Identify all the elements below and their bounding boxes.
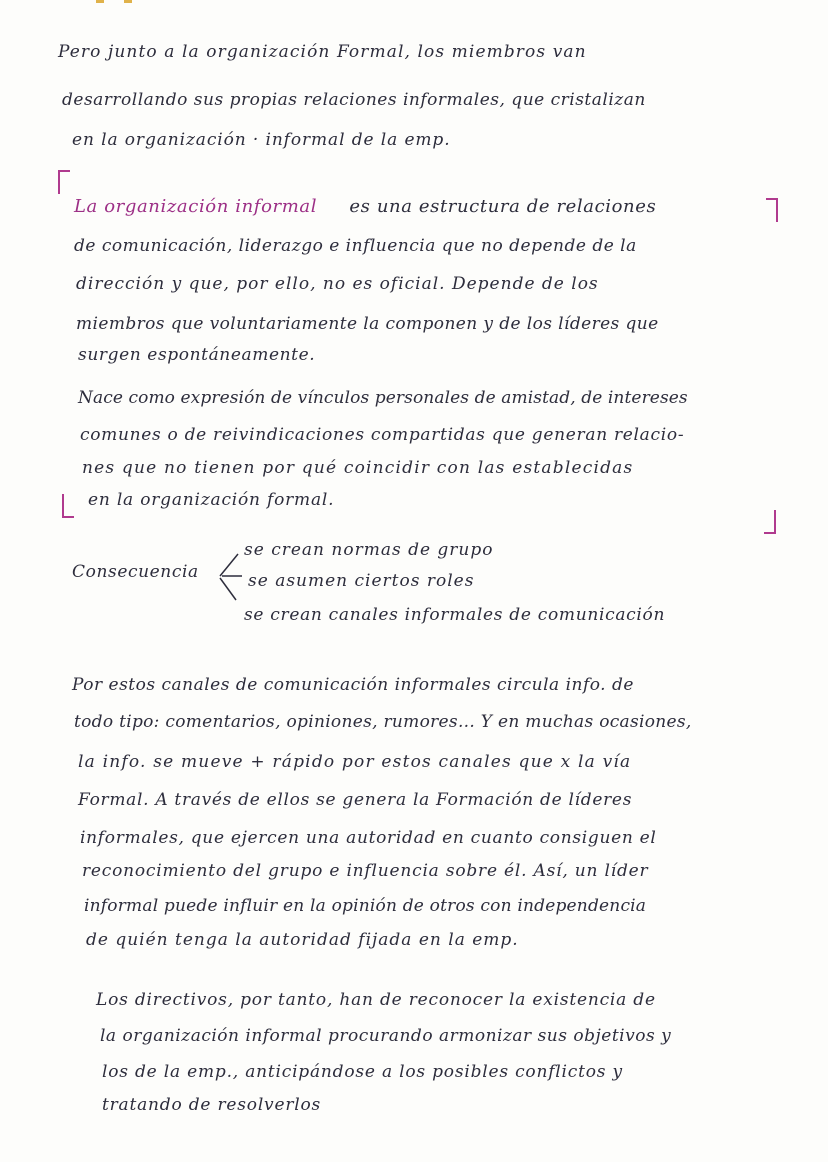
directors-line: tratando de resolverlos — [102, 1095, 322, 1115]
channels-line: la info. se mueve + rápido por estos canales que x la vía — [78, 752, 632, 772]
bracket-bottom-right — [764, 510, 776, 534]
bracket-top-left — [58, 170, 70, 194]
origin-line: en la organización formal. — [88, 490, 335, 510]
channels-line: informal puede influir en la opinión de otros con independencia — [84, 896, 647, 916]
top-edge-mark — [124, 0, 132, 3]
consequence-label: Consecuencia — [72, 562, 199, 582]
channels-line: informales, que ejercen una autoridad en cuanto consiguen el — [80, 828, 657, 848]
consequence-item: se crean normas de grupo — [244, 540, 494, 560]
channels-line: de quién tenga la autoridad fijada en la emp. — [86, 930, 519, 950]
branch-arrows — [212, 550, 246, 606]
definition-first-line-rest: es una estructura de relaciones — [349, 196, 657, 217]
paragraph-1-line: Pero junto a la organización Formal, los miembros van — [58, 42, 587, 62]
consequence-item: se asumen ciertos roles — [248, 571, 475, 591]
channels-line: Formal. A través de ellos se genera la Formación de líderes — [78, 790, 633, 810]
origin-line: comunes o de reivindicaciones compartidas que generan relacio- — [80, 425, 685, 445]
channels-line: todo tipo: comentarios, opiniones, rumores... Y en muchas ocasiones, — [74, 712, 692, 732]
bracket-top-right — [766, 198, 778, 222]
paragraph-1-line: desarrollando sus propias relaciones informales, que cristalizan — [62, 90, 646, 110]
bracket-bottom-left — [62, 494, 74, 518]
directors-line: la organización informal procurando armonizar sus objetivos y — [100, 1026, 672, 1046]
channels-line: reconocimiento del grupo e influencia sobre él. Así, un líder — [82, 861, 649, 881]
paragraph-1-line: en la organización · informal de la emp. — [72, 130, 451, 150]
definition-line: de comunicación, liderazgo e influencia que no depende de la — [74, 236, 637, 256]
definition-line: surgen espontáneamente. — [78, 345, 316, 365]
definition-first-line — [74, 196, 656, 217]
definition-line: dirección y que, por ello, no es oficial. Depende de los — [76, 274, 599, 294]
directors-line: los de la emp., anticipándose a los posibles conflictos y — [102, 1062, 623, 1082]
origin-line: nes que no tienen por qué coincidir con las establecidas — [82, 458, 634, 478]
directors-line: Los directivos, por tanto, han de reconocer la existencia de — [96, 990, 656, 1010]
channels-line: Por estos canales de comunicación informales circula info. de — [72, 675, 634, 695]
definition-term: La organización informal — [74, 196, 318, 217]
origin-line: Nace como expresión de vínculos personales de amistad, de intereses — [78, 388, 688, 408]
definition-line: miembros que voluntariamente la componen y de los líderes que — [76, 314, 659, 334]
top-edge-mark — [96, 0, 104, 3]
consequence-item: se crean canales informales de comunicación — [244, 605, 666, 625]
